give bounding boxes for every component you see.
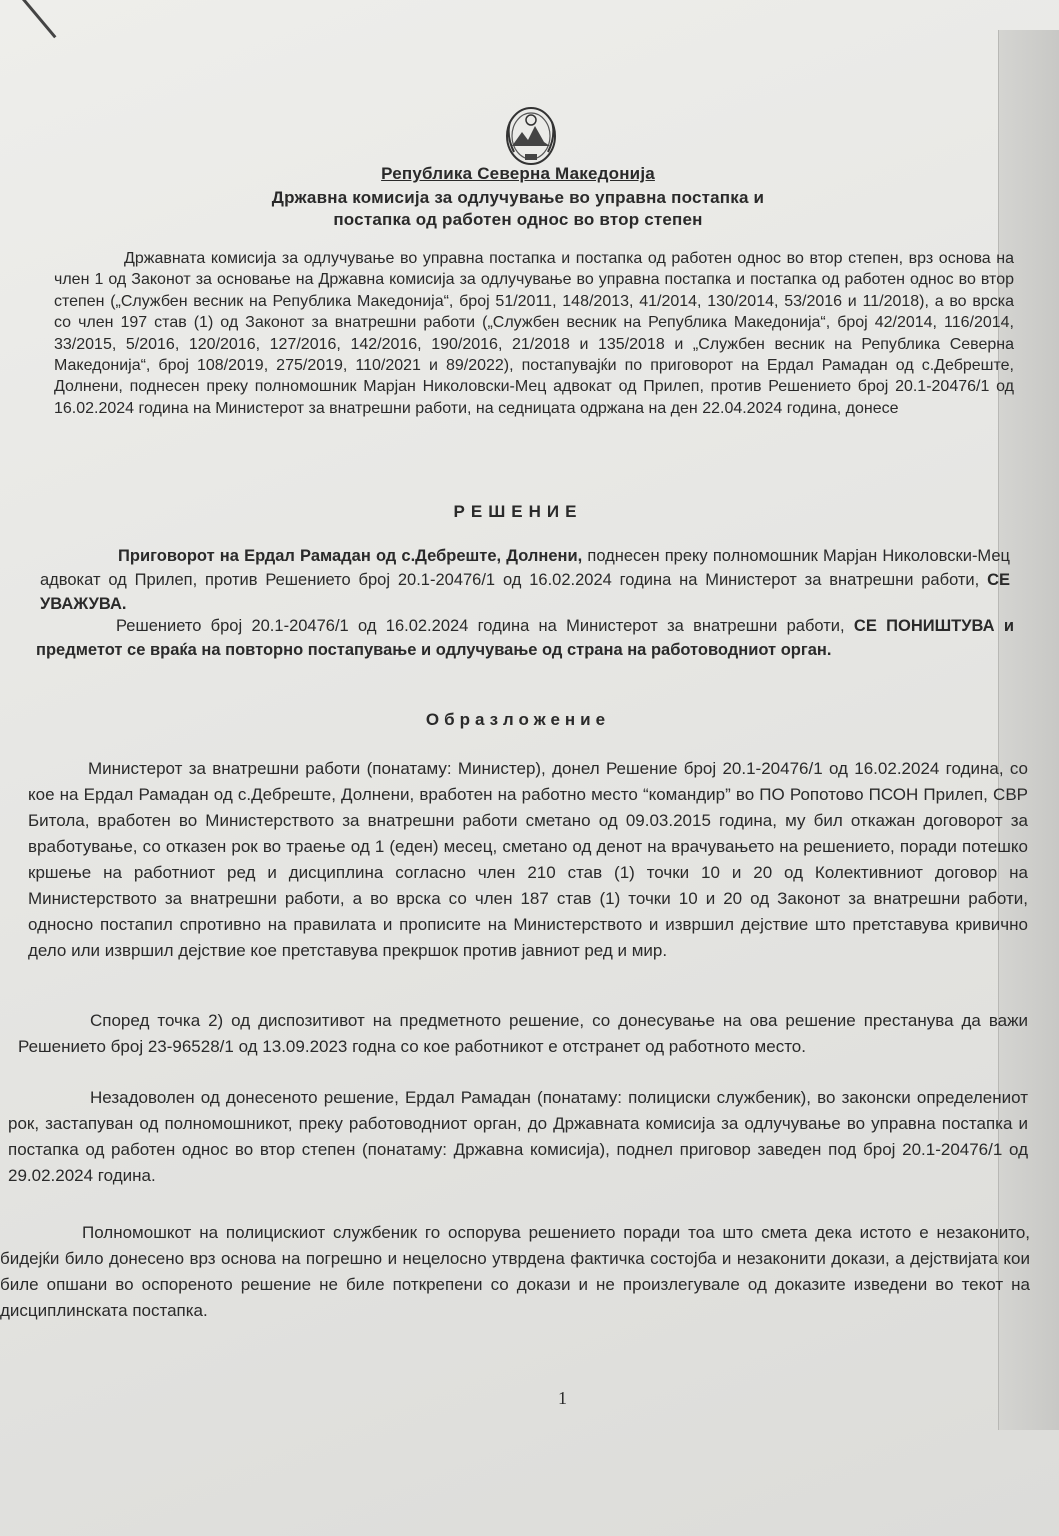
authority-heading-line1: Државна комисија за одлучување во управна постапка и [271, 188, 765, 207]
decision-accepted: СЕ УВАЖУВА. [40, 571, 1010, 613]
country-heading: Република Северна Македонија [381, 164, 655, 183]
page-number: 1 [558, 1388, 567, 1408]
decision-paragraph-1 [40, 544, 1010, 616]
decision-appellant: Приговорот на Ердал Рамадан од с.Дебреште, Долнени, [118, 547, 583, 565]
reasoning-paragraph-4: Полномошкот на полицискиот службеник го оспорува решението поради тоа што смета дека истото е незаконито, бидејќи било донесено врз основа на погрешно и нецелосно утврдена фактичка состојба и незаконити докази, а дејствијата кои биле опшани во оспореното решение не биле поткрепени со докази и не произлегувале од доказите изведени во текот на дисциплинската постапка. [0, 1223, 1030, 1320]
reasoning-paragraph-3: Незадоволен од донесеното решение, Ердал Рамадан (понатаму: полициски службеник), во законски определениот рок, застапуван од полномошникот, преку работоводниот орган, до Државната комисија за одлучување во управна постапка и постапка од работен однос во втор степен (понатаму: Државна комисија), поднел приговор заведен под број 20.1-20476/1 од 29.02.2024 година. [8, 1088, 1028, 1185]
decision-title: РЕШЕНИЕ [453, 502, 583, 521]
reasoning-title: Образложение [425, 710, 611, 729]
decision-text-1: поднесен преку полномошник Марјан Николовски-Мец адвокат од Прилеп, против Решението број 20.1-20476/1 од 16.02.2024 година на Министерот за внатрешни работи, [40, 547, 1010, 589]
reasoning-paragraph-2: Според точка 2) од диспозитивот на предметното решение, со донесување на ова решение престанува да важи Решението број 23-96528/1 од 13.09.2023 годна со кое работникот е отстранет од работното место. [18, 1011, 1028, 1056]
authority-heading-line2: постапка од работен однос во втор степен [333, 210, 703, 229]
intro-paragraph: Државната комисија за одлучување во управна постапка и постапка од работен однос во втор степен, врз основа на член 1 од Законот за основање на Државна комисија за одлучување во управна постапка и постапка од работен однос во втор степен („Службен весник на Република Македонија“, број 51/2011, 148/2013, 41/2014, 130/2014, 53/2016 и 11/2018), а во врска со член 197 став (1) од Законот за внатрешни работи („Службен весник на Република Македонија“, број 42/2014, 116/2014, 33/2015, 5/2016, 120/2016, 127/2016, 142/2016, 190/2016, 21/2018 и 135/2018 и „Службен весник на Република Северна Македонија“, број 108/2019, 275/2019, 110/2021 и 89/2022), постапувајќи по приговорот на Ердал Рамадан од с.Дебреште, Долнени, поднесен преку полномошник Марјан Николовски-Мец адвокат од Прилеп, против Решението број 20.1-20476/1 од 16.02.2024 година на Министерот за внатрешни работи, на седницата одржана на ден 22.04.2024 година, донесе [54, 250, 1014, 417]
decision-text-2: Решението број 20.1-20476/1 од 16.02.2024 година на Министерот за внатрешни работи, [116, 617, 854, 635]
decision-paragraph-2 [36, 614, 1014, 662]
coat-of-arms-emblem [498, 102, 564, 168]
decision-annulled: СЕ ПОНИШТУВА и предметот се враќа на повторно постапување и одлучување од страна на работоводниот орган. [36, 617, 1014, 659]
reasoning-paragraph-1: Министерот за внатрешни работи (понатаму: Министер), донел Решение број 20.1-20476/1 од 16.02.2024 година, со кое на Ердал Рамадан од с.Дебреште, Долнени, вработен на работно место “командир” во ПО Ропотово ПСОН Прилеп, СВР Битола, вработен во Министерството за внатрешни работи сметано од 09.03.2015 година, му бил откажан договорот за вработување, со отказен рок во траење од 1 (еден) месец, сметано од денот на врачувањето на решението, поради потешко кршење на работниот ред и дисциплина согласно член 210 став (1) точки 10 и 20 од Колективниот договор на Министерството за внатрешни работи, а во врска со член 187 став (1) точки 10 и 20 од Законот за внатрешни работи, односно постапил спротивно на правилата и прописите на Министерството и извршил дејствие што претставува кривично дело или извршил дејствие кое претставува прекршок против јавниот ред и мир. [28, 759, 1028, 960]
